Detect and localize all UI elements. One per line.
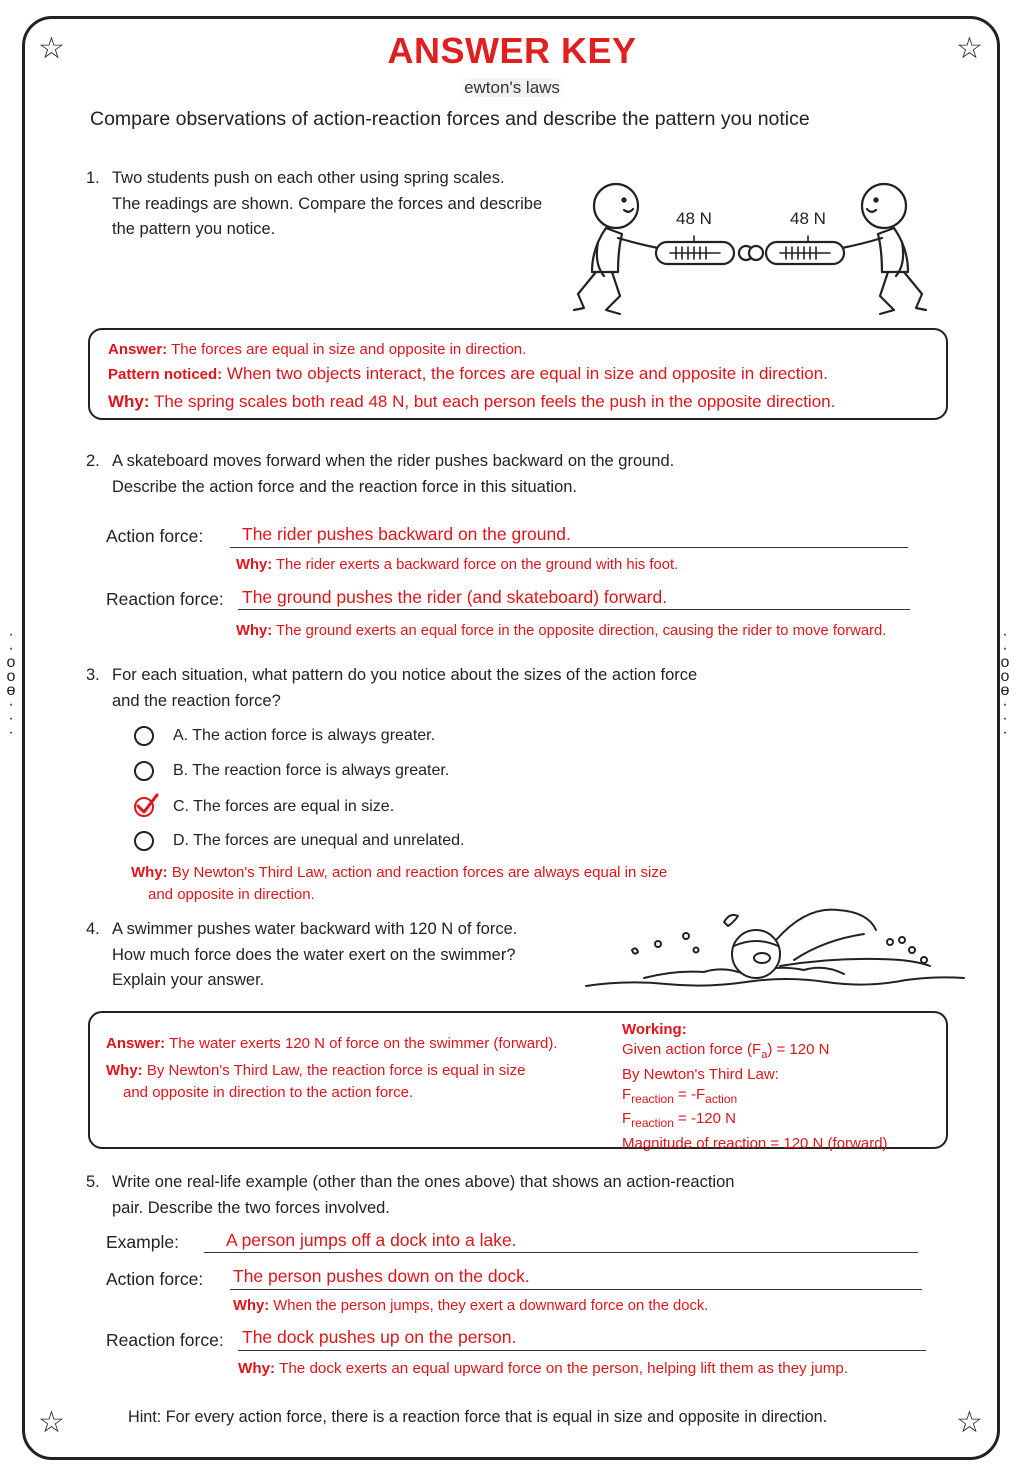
- q4-number: 4.: [86, 920, 100, 938]
- given-text: Given action force (F: [622, 1040, 762, 1058]
- q3-prompt: [112, 663, 697, 714]
- why-label: Why:: [131, 864, 168, 881]
- why-text: The rider exerts a backward force on the ground with his foot.: [276, 557, 679, 573]
- q2-number: 2.: [86, 452, 100, 470]
- given-sub: a: [761, 1048, 768, 1061]
- side-ornament-left: · · o o ɵ · · ·: [6, 626, 16, 741]
- star-icon: ☆: [956, 1406, 983, 1439]
- working-eq1: [622, 1085, 888, 1110]
- q4-line: How much force does the water exert on the swimmer?: [112, 945, 516, 964]
- why-label: Why:: [236, 623, 273, 639]
- option-c-label: C. The forces are equal in size.: [173, 798, 395, 815]
- working-eq2: [622, 1109, 888, 1134]
- eq-mid: = -F: [673, 1085, 706, 1103]
- option-a-label: A. The action force is always greater.: [173, 727, 436, 744]
- q5-action-answer[interactable]: The person pushes down on the dock.: [233, 1266, 530, 1286]
- q1-prompt: [112, 166, 542, 243]
- answer-line: [230, 547, 908, 548]
- q3-number: 3.: [86, 666, 100, 684]
- page-title: ANSWER KEY: [387, 30, 637, 71]
- eq-f: F: [622, 1085, 632, 1103]
- q4-answer: [106, 1034, 558, 1054]
- why-label: Why:: [238, 1360, 276, 1377]
- answer-text: The water exerts 120 N of force on the swimmer (forward).: [169, 1035, 558, 1052]
- why-label: Why:: [108, 392, 150, 411]
- q2-line: A skateboard moves forward when the rider pushes backward on the ground.: [112, 452, 675, 470]
- eq-f: F: [622, 1110, 632, 1127]
- working-magnitude: Magnitude of reaction = 120 N (forward): [622, 1134, 888, 1152]
- q5-line: Write one real-life example (other than the ones above) that shows an action-reaction: [112, 1173, 735, 1191]
- why-label: Why:: [106, 1062, 143, 1079]
- answer-line: [204, 1252, 918, 1253]
- option-b-label: B. The reaction force is always greater.: [173, 762, 450, 779]
- why-line: [131, 862, 667, 884]
- q5-reaction-answer[interactable]: The dock pushes up on the person.: [242, 1327, 517, 1347]
- why-line: [106, 1060, 525, 1082]
- q1-number: 1.: [86, 169, 100, 187]
- q5-reaction-why: [238, 1360, 848, 1377]
- answer-line: [238, 609, 910, 610]
- why-text: When the person jumps, they exert a downward force on the dock.: [273, 1298, 709, 1314]
- q2-prompt: [112, 449, 674, 500]
- working-label: Working:: [622, 1021, 687, 1038]
- answer-line: [238, 1350, 926, 1351]
- q1-line: Two students push on each other using spring scales.: [112, 169, 505, 187]
- q4-line: Explain your answer.: [112, 971, 265, 989]
- option-d-radio[interactable]: [134, 831, 154, 851]
- q3-line: For each situation, what pattern do you notice about the sizes of the action force: [112, 666, 698, 684]
- hint-text: Hint: For every action force, there is a reaction force that is equal in size and opposite in direction.: [128, 1408, 828, 1426]
- q1-answer: [108, 340, 526, 360]
- q5-reaction-label: Reaction force:: [106, 1330, 224, 1350]
- star-icon: ☆: [38, 1406, 65, 1439]
- q2-reaction-label: Reaction force:: [106, 589, 224, 609]
- q1-line: the pattern you notice.: [112, 220, 276, 238]
- eq-sub: reaction: [631, 1091, 674, 1106]
- answer-line: [230, 1289, 922, 1290]
- eq-sub: action: [705, 1091, 738, 1106]
- instructions: Compare observations of action-reaction forces and describe the pattern you notice: [90, 108, 810, 130]
- scale-reading-left: 48 N: [676, 209, 712, 228]
- working-law: By Newton's Third Law:: [622, 1066, 779, 1083]
- option-a-radio[interactable]: [134, 726, 154, 746]
- working-given: [622, 1040, 888, 1066]
- pattern-text: When two objects interact, the forces are equal in size and opposite in direction.: [226, 364, 828, 383]
- q3-line: and the reaction force?: [112, 691, 281, 710]
- q1-line: The readings are shown. Compare the forces and describe: [112, 194, 543, 213]
- why-text: The spring scales both read 48 N, but each person feels the push in the opposite direction.: [153, 392, 836, 411]
- why-text: The ground exerts an equal force in the opposite direction, causing the rider to move forward.: [276, 623, 887, 639]
- answer-label: Answer:: [106, 1035, 166, 1052]
- option-d-label: D. The forces are unequal and unrelated.: [173, 832, 465, 849]
- q1-why: [108, 392, 835, 412]
- page-subtitle: [0, 78, 1024, 98]
- star-icon: ☆: [956, 32, 983, 65]
- q5-prompt: [112, 1170, 734, 1221]
- side-ornament-right: · · o o ɵ · · ·: [1000, 626, 1010, 741]
- why-text: By Newton's Third Law, the reaction force is equal in size: [146, 1062, 526, 1079]
- q2-reaction-answer[interactable]: The ground pushes the rider (and skateboard) forward.: [242, 587, 668, 607]
- eq-rest: = -120 N: [673, 1110, 736, 1127]
- why-line: and opposite in direction.: [148, 886, 315, 903]
- q5-number: 5.: [86, 1173, 100, 1191]
- q5-action-label: Action force:: [106, 1269, 204, 1289]
- eq-sub: reaction: [631, 1116, 674, 1130]
- q1-pattern: [108, 364, 828, 384]
- swimmer-illustration: [584, 890, 974, 994]
- subtitle-text: ewton's laws: [456, 78, 568, 97]
- q5-action-why: [233, 1298, 708, 1314]
- q4-line: A swimmer pushes water backward with 120 N of force.: [112, 920, 518, 938]
- pattern-label: Pattern noticed:: [108, 366, 223, 383]
- checkmark-icon: [130, 790, 160, 820]
- answer-label: Answer:: [108, 341, 168, 358]
- option-b-radio[interactable]: [134, 761, 154, 781]
- q4-working: [622, 1020, 888, 1153]
- spring-scale-illustration: [550, 176, 950, 326]
- q5-example-answer[interactable]: A person jumps off a dock into a lake.: [226, 1230, 517, 1250]
- given-suffix: ) = 120 N: [767, 1040, 830, 1058]
- answer-text: The forces are equal in size and opposite in direction.: [171, 341, 527, 358]
- why-label: Why:: [236, 557, 273, 573]
- scale-reading-right: 48 N: [790, 209, 826, 228]
- q2-action-why: [236, 557, 678, 573]
- q5-example-label: Example:: [106, 1232, 179, 1252]
- q4-prompt: [112, 917, 517, 994]
- star-icon: ☆: [38, 32, 65, 65]
- q5-line: pair. Describe the two forces involved.: [112, 1198, 390, 1217]
- why-label: Why:: [233, 1298, 270, 1314]
- q2-line: Describe the action force and the reaction force in this situation.: [112, 477, 578, 496]
- q2-reaction-why: [236, 623, 886, 639]
- q2-action-answer[interactable]: The rider pushes backward on the ground.: [242, 524, 571, 544]
- why-text: By Newton's Third Law, action and reaction forces are always equal in size: [171, 864, 668, 881]
- q4-why: [106, 1060, 525, 1104]
- why-text: The dock exerts an equal upward force on the person, helping lift them as they jump.: [279, 1360, 849, 1377]
- why-line: and opposite in direction to the action force.: [123, 1084, 414, 1101]
- q2-action-label: Action force:: [106, 526, 204, 546]
